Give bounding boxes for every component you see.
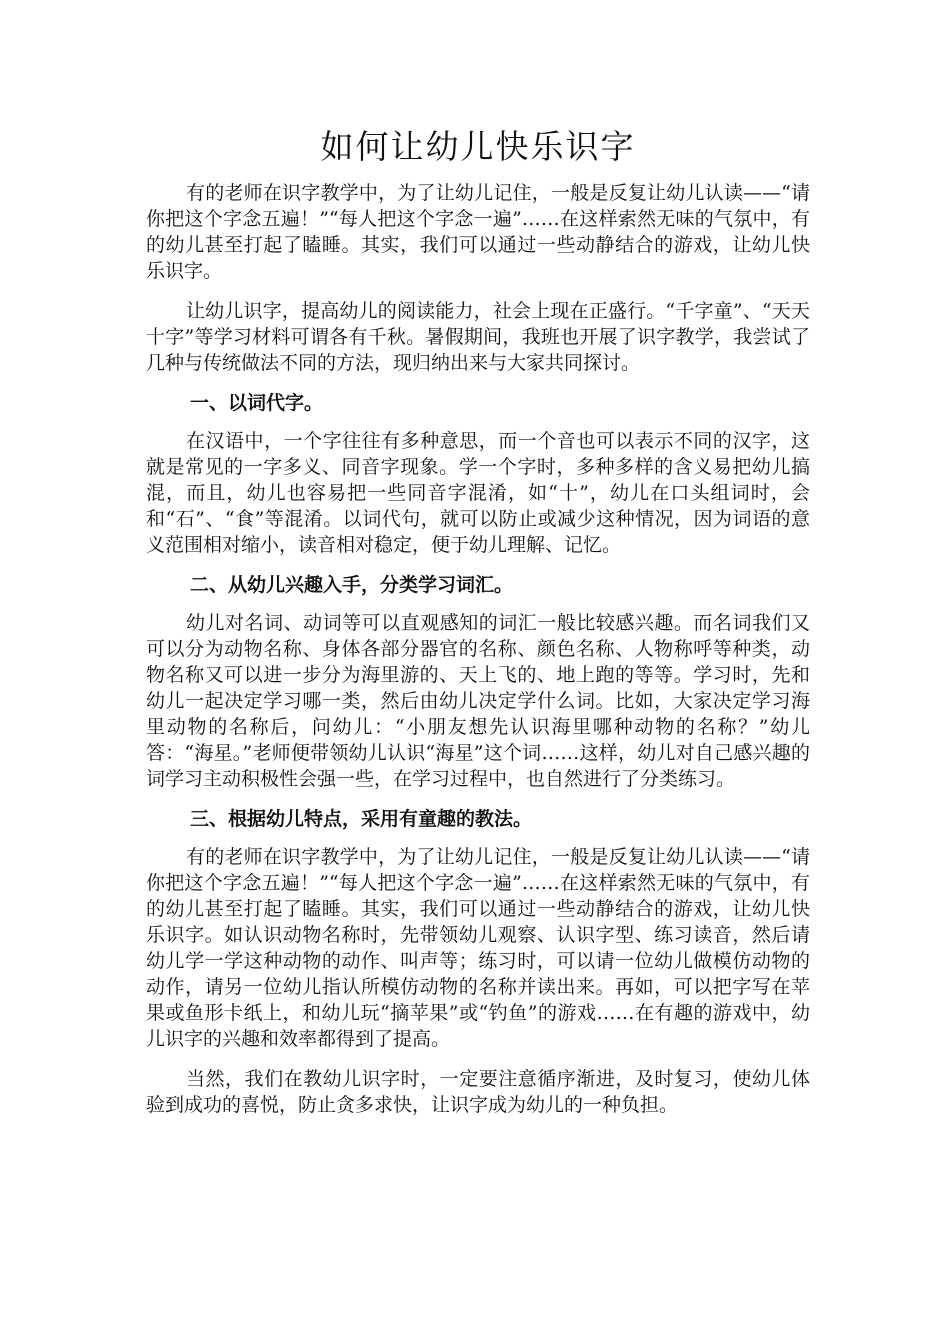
document-body — [146, 124, 810, 1132]
section-heading-3: 三、根据幼儿特点，采用有童趣的教法。 — [190, 808, 533, 830]
intro-paragraph-2: 让幼儿识字，提高幼儿的阅读能力，社会上现在正盛行。“千字童”、“天天十字”等学习材料可谓各有千秋。暑假期间，我班也开展了识字教学，我尝试了几种与传统做法不同的方法，现归纳出来与大家共同探讨。 — [146, 300, 810, 374]
section-3 — [146, 806, 810, 1052]
closing-paragraph: 当然，我们在教幼儿识字时，一定要注意循序渐进，及时复习，使幼儿体验到成功的喜悦，防止贪多求快，让识字成为幼儿的一种负担。 — [146, 1068, 810, 1116]
section-heading-2: 二、从幼儿兴趣入手，分类学习词汇。 — [190, 574, 514, 596]
section-body-2: 幼儿对名词、动词等可以直观感知的词汇一般比较感兴趣。而名词我们又可以分为动物名称、身体各部分器官的名称、颜色名称、人物称呼等种类，动物名称又可以进一步分为海里游的、天上飞的、地上跑的等等。学习时，先和幼儿一起决定学习哪一类，然后由幼儿决定学什么词。比如，大家决定学习海里动物的名称后，问幼儿：“小朋友想先认识海里哪种动物的名称？”幼儿答：“海星。”老师便带领幼儿认识“海星”这个词……这样，幼儿对自己感兴趣的词学习主动积极性会强一些，在学习过程中，也自然进行了分类练习。 — [146, 612, 810, 790]
section-heading-1: 一、以词代字。 — [190, 392, 324, 414]
section-body-3: 有的老师在识字教学中，为了让幼儿记住，一般是反复让幼儿认读——“请你把这个字念五遍！”“每人把这个字念一遍”……在这样索然无味的气氛中，有的幼儿甚至打起了瞌睡。其实，我们可以通过一些动静结合的游戏，让幼儿快乐识字。如认识动物名称时，先带领幼儿观察、认识字型、练习读音，然后请幼儿学一学这种动物的动作、叫声等；练习时，可以请一位幼儿做模仿动物的动作，请另一位幼儿指认所模仿动物的名称并读出来。再如，可以把字写在苹果或鱼形卡纸上，和幼儿玩“摘苹果”或“钓鱼”的游戏……在有趣的游戏中，幼儿识字的兴趣和效率都得到了提高。 — [146, 846, 810, 1050]
section-2 — [146, 572, 810, 792]
document-title: 如何让幼儿快乐识字 — [320, 127, 636, 166]
intro-paragraph-1: 有的老师在识字教学中，为了让幼儿记住，一般是反复让幼儿认读——“请你把这个字念五遍！”“每人把这个字念一遍”……在这样索然无味的气氛中，有的幼儿甚至打起了瞌睡。其实，我们可以通过一些动静结合的游戏，让幼儿快乐识字。 — [146, 182, 810, 282]
section-1 — [146, 390, 810, 558]
section-body-1: 在汉语中，一个字往往有多种意思，而一个音也可以表示不同的汉字，这就是常见的一字多义、同音字现象。学一个字时，多种多样的含义易把幼儿搞混，而且，幼儿也容易把一些同音字混淆，如“十”，幼儿在口头组词时，会和“石”、“食”等混淆。以词代句，就可以防止或减少这种情况，因为词语的意义范围相对缩小，读音相对稳定，便于幼儿理解、记忆。 — [146, 430, 810, 556]
